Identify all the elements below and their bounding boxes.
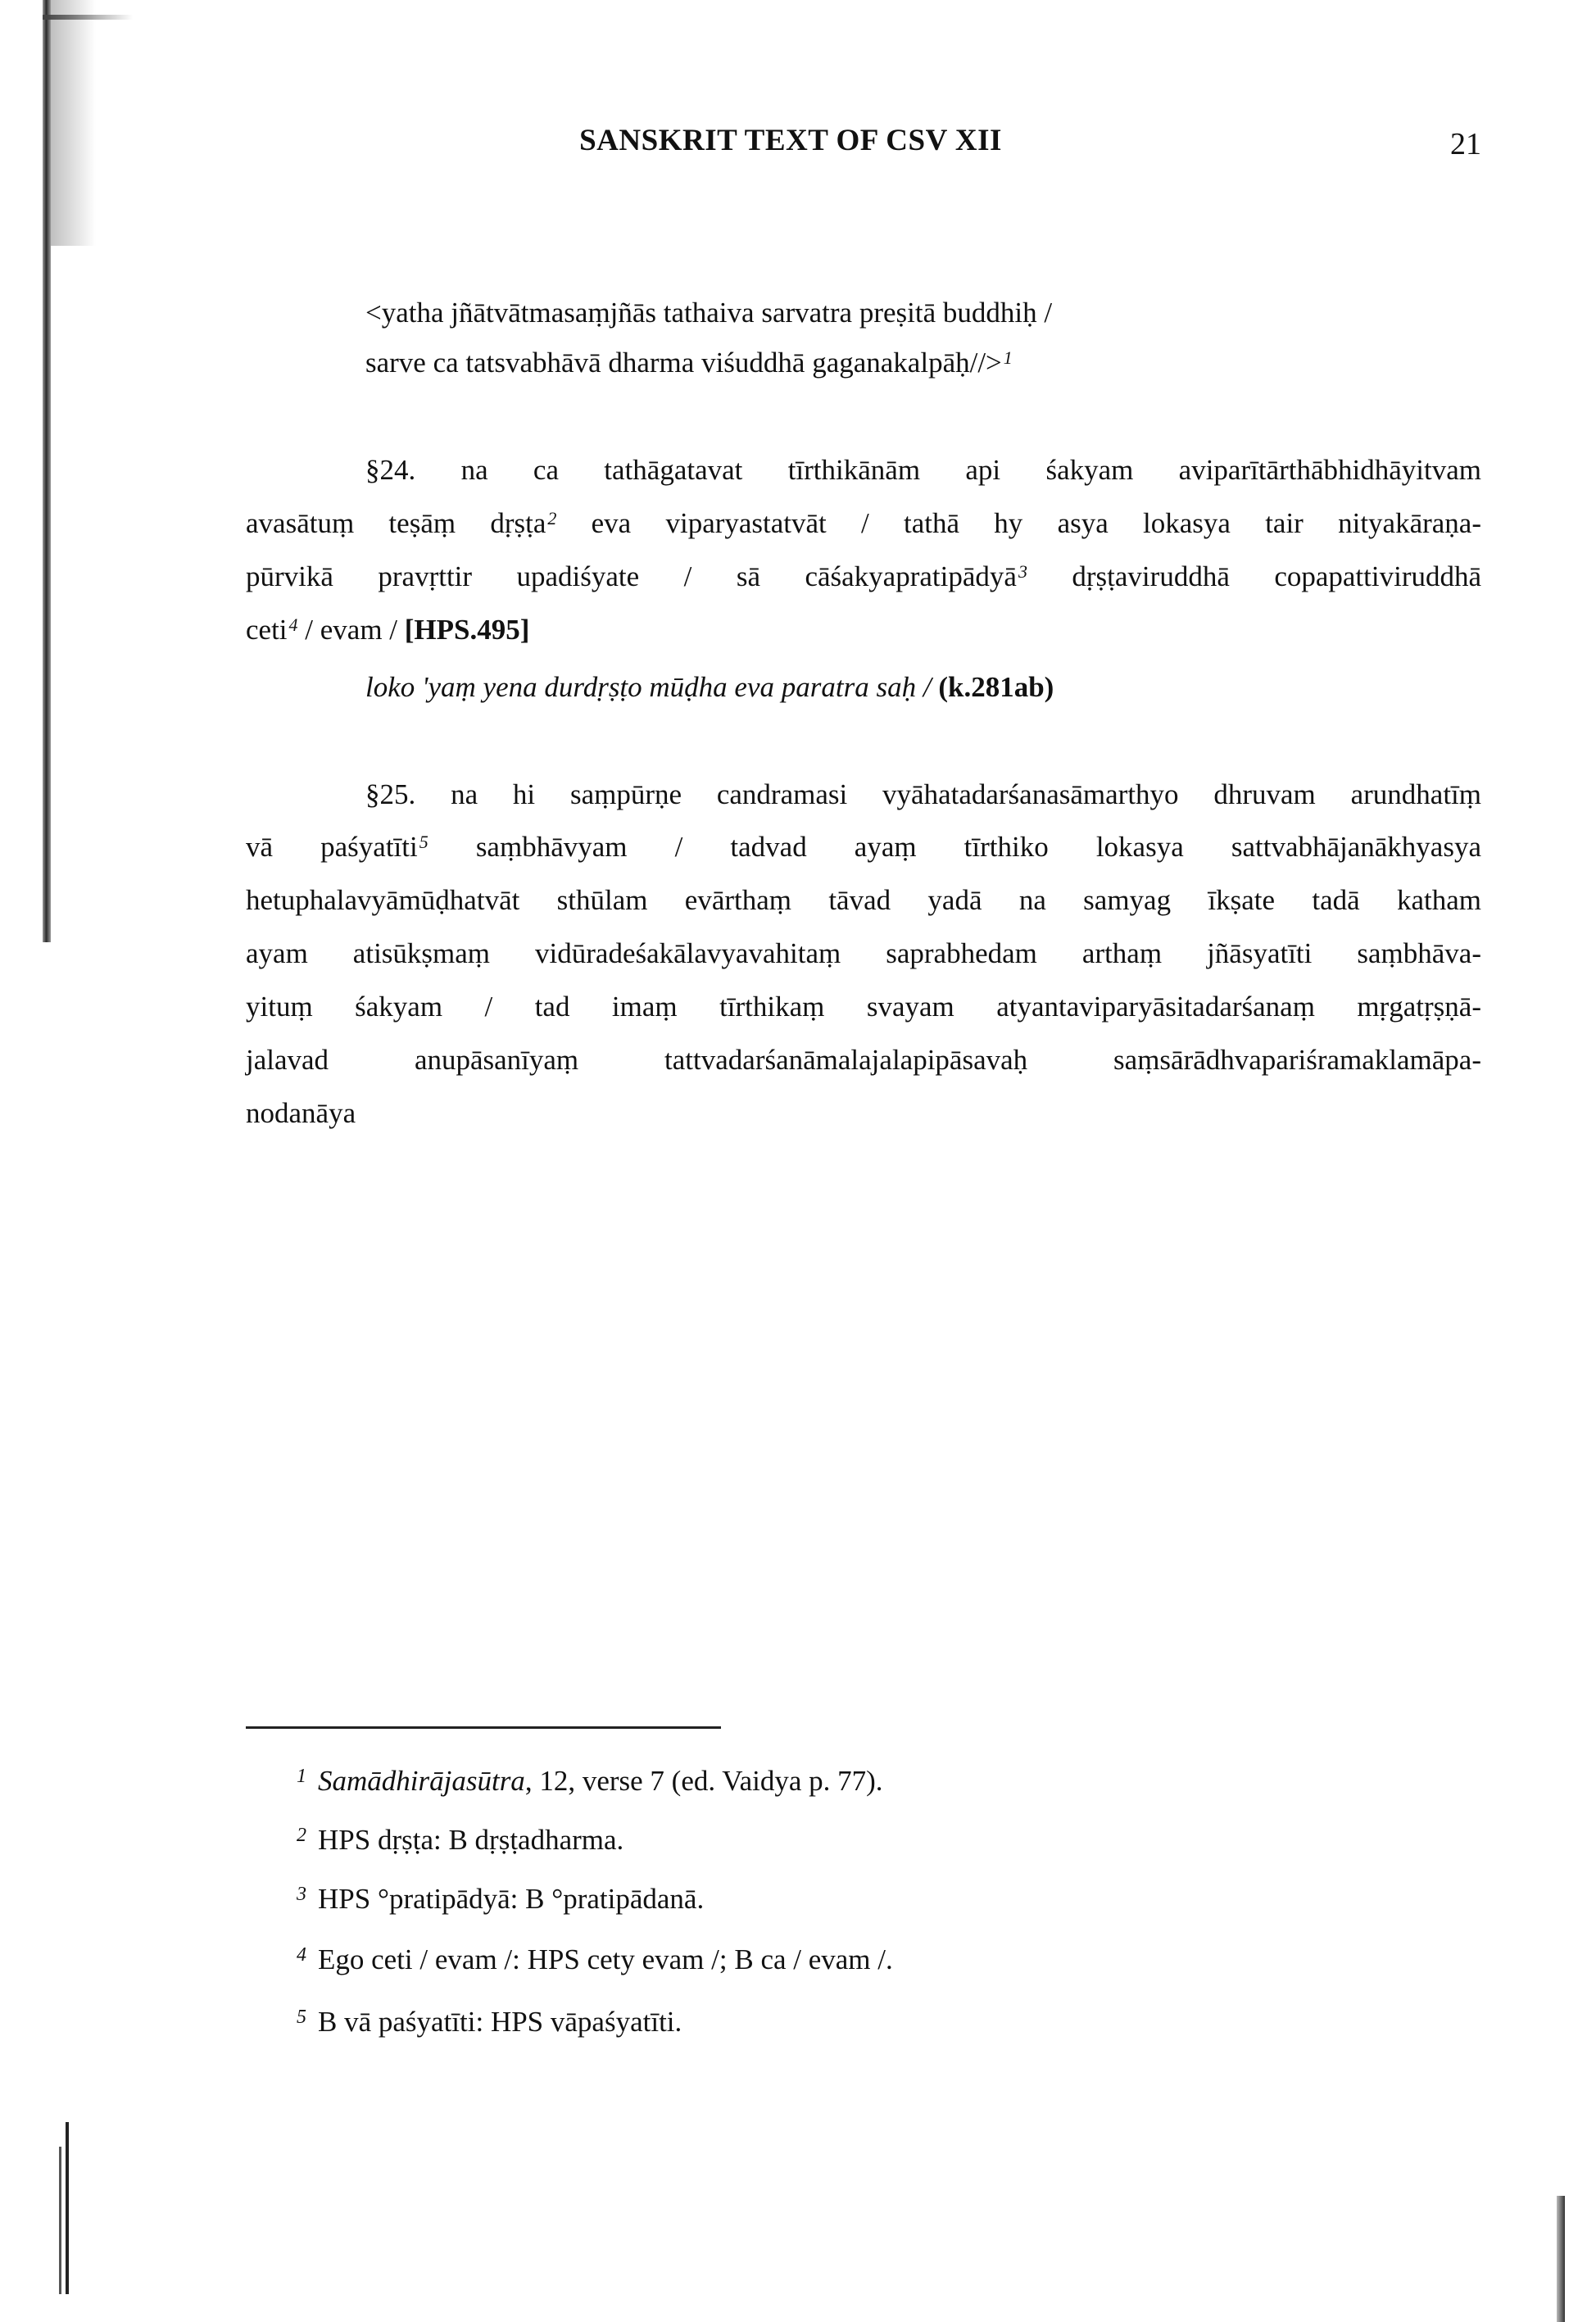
footnote-number: 4 — [297, 1944, 306, 1966]
footnote-number: 2 — [297, 1825, 306, 1846]
scan-bottom-edge-secondary — [59, 2147, 61, 2294]
footnote-number: 3 — [297, 1884, 306, 1905]
footnote-2: 2 HPS dṛṣṭa: B dṛṣṭadharma. — [318, 1822, 623, 1858]
footnote-1: 1 Samādhirājasūtra, 12, verse 7 (ed. Vaidya p. 77). — [318, 1763, 883, 1799]
footnote-number: 5 — [297, 2007, 306, 2028]
para24-line-1: §24. na ca tathāgatavat tīrthikānām api śakyam aviparītārthābhidhāyitvam — [365, 454, 1481, 486]
verse-line-1: <yatha jñātvātmasaṃjñās tathaiva sarvatra preṣitā buddhiḥ / — [365, 297, 1053, 329]
karika-ref: (k.281ab) — [938, 671, 1054, 703]
para25-line-6: jalavad anupāsanīyaṃ tattvadarśanāmalajalapipāsavaḥ saṃsārādhvapariśramaklamāpa- — [246, 1044, 1481, 1076]
para25-line-5: yituṃ śakyam / tad imaṃ tīrthikaṃ svayam atyantaviparyāsitadarśanaṃ mṛgatṛṣṇā- — [246, 991, 1481, 1023]
footnote-title: Samādhirājasūtra — [318, 1765, 525, 1797]
running-head: SANSKRIT TEXT OF CSV XII — [579, 124, 1002, 157]
footnote-ref-2[interactable]: 2 — [547, 508, 557, 528]
footnote-rule — [246, 1726, 721, 1729]
para25-line-4: ayam atisūkṣmaṃ vidūradeśakālavyavahitaṃ saprabhedam arthaṃ jñāsyatīti saṃbhāva- — [246, 937, 1481, 969]
page-number: 21 — [1450, 127, 1481, 161]
footnote-ref-5[interactable]: 5 — [419, 832, 428, 852]
footnote-number: 1 — [297, 1766, 306, 1787]
verse-line-2: sarve ca tatsvabhāvā dharma viśuddhā gaganakalpāḥ//>$^1$ — [365, 347, 1013, 379]
footnote-ref-3[interactable]: 3 — [1018, 561, 1027, 582]
scan-binding-edge — [43, 0, 51, 942]
scan-corner-mark — [43, 15, 133, 20]
footnote-3: 3 HPS °pratipādyā: B °pratipādanā. — [318, 1881, 704, 1917]
para25-line-7: nodanāya — [246, 1097, 356, 1129]
para25-line-3: hetuphalavyāmūḍhatvāt sthūlam evārthaṃ tāvad yadā na samyag īkṣate tadā katham — [246, 884, 1481, 916]
scan-bottom-edge — [66, 2122, 69, 2294]
para24-line-2: avasātuṃ teṣāṃ dṛṣṭa$^2$ eva viparyastatvāt / tathā hy asya lokasya tair nityakāraṇa- — [246, 507, 1481, 539]
footnote-ref-4[interactable]: 4 — [288, 615, 298, 635]
para25-line-2: vā paśyatīti$^5$ saṃbhāvyam / tadvad ayaṃ tīrthiko lokasya sattvabhājanākhyasya — [246, 831, 1481, 863]
para24-line-4: ceti$^4$ / evam / [HPS.495] — [246, 614, 530, 646]
footnote-4: 4 Ego ceti / evam /: HPS cety evam /; B ca / evam /. — [318, 1942, 893, 1978]
scan-right-edge — [1557, 2196, 1565, 2322]
scan-binding-shadow — [51, 0, 96, 246]
para24-line-3: pūrvikā pravṛttir upadiśyate / sā cāśakyapratipādyā$^3$ dṛṣṭaviruddhā copapattiviruddhā — [246, 560, 1482, 592]
manuscript-ref: [HPS.495] — [404, 614, 530, 646]
footnote-5: 5 B vā paśyatīti: HPS vāpaśyatīti. — [318, 2004, 682, 2040]
footnote-ref-1[interactable]: 1 — [1003, 347, 1013, 368]
para24-verse: loko 'yaṃ yena durdṛṣṭo mūḍha eva paratra saḥ / (k.281ab) — [365, 671, 1054, 703]
para25-line-1: §25. na hi saṃpūrṇe candramasi vyāhatadarśanasāmarthyo dhruvam arundhatīṃ — [365, 778, 1481, 810]
